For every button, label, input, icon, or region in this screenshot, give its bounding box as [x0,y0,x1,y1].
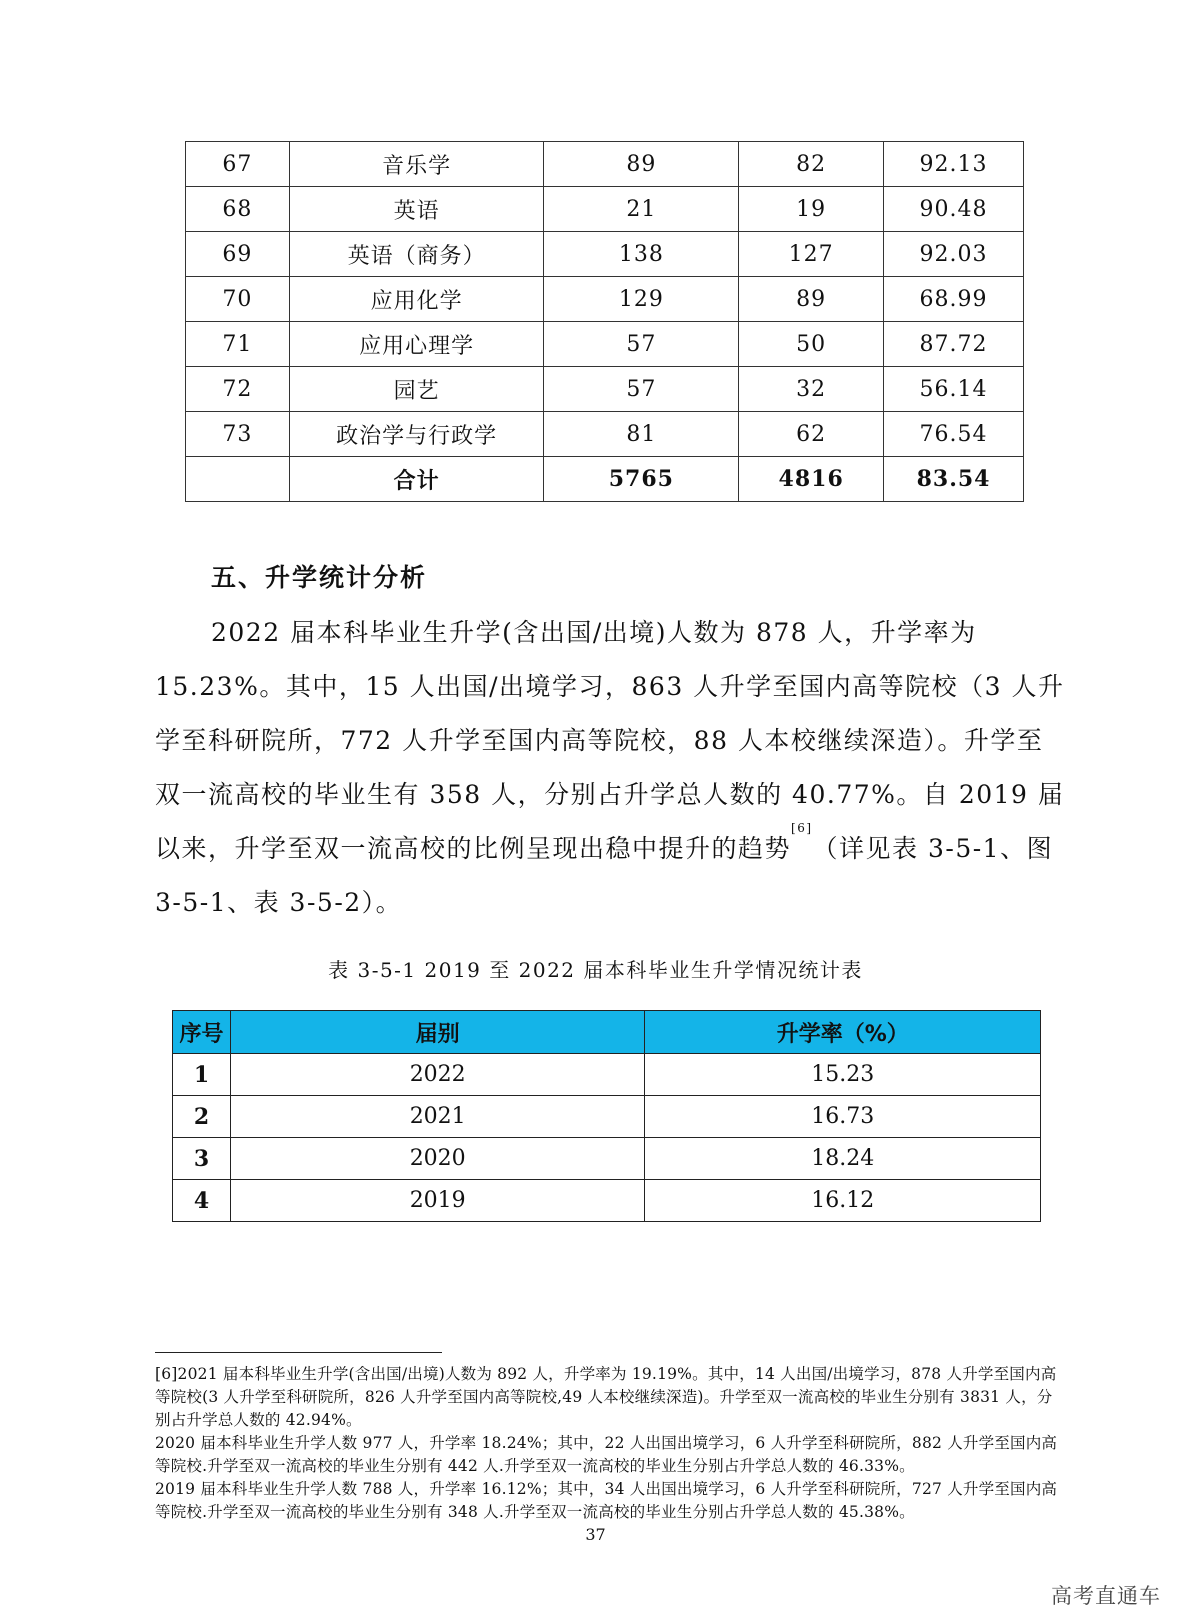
header-rate: 升学率（%） [645,1011,1041,1054]
cell-major: 英语（商务） [289,232,544,277]
cell-rate: 56.14 [884,367,1024,412]
cell-no: 70 [186,277,290,322]
cell-major: 应用心理学 [289,322,544,367]
cell-no: 71 [186,322,290,367]
cell-no: 2 [173,1096,231,1138]
cell-no: 1 [173,1054,231,1096]
cell-year: 2020 [230,1138,645,1180]
cell-major: 园艺 [289,367,544,412]
footnote-2021: [6]2021 届本科毕业生升学(含出国/出境)人数为 892 人，升学率为 19.19%。其中，14 人出国/出境学习，878 人升学至国内高等院校(3 人升学至科研院所，826 人升学至国内高等院校,49 人本校继续深造)。升学至双一流高校的毕业生分别有 3831 人，分别占升学总人数的 42.94%。 [155,1365,1057,1429]
total-total: 5765 [544,457,739,502]
cell-total: 81 [544,412,739,457]
page-number: 37 [585,1525,606,1544]
total-row [186,457,1024,502]
total-empty [186,457,290,502]
section-heading: 五、升学统计分析 [211,563,428,592]
cell-employed: 127 [739,232,884,277]
footnote-2020: 2020 届本科毕业生升学人数 977 人，升学率 18.24%；其中，22 人出国出境学习，6 人升学至科研院所，882 人升学至国内高等院校.升学至双一流高校的毕业生分别有 442 人.升学至双一流高校的毕业生分别占升学总人数的 46.33%。 [155,1434,1058,1475]
cell-rate: 15.23 [645,1054,1041,1096]
cell-year: 2022 [230,1054,645,1096]
body-paragraph [155,606,1067,930]
further-study-stats-table [172,1010,1041,1222]
cell-total: 129 [544,277,739,322]
footnote-block [155,1363,1060,1524]
cell-employed: 82 [739,142,884,187]
cell-major: 应用化学 [289,277,544,322]
cell-year: 2021 [230,1096,645,1138]
cell-employed: 89 [739,277,884,322]
cell-rate: 90.48 [884,187,1024,232]
table-row [186,367,1024,412]
major-employment-table [185,141,1024,502]
cell-rate: 87.72 [884,322,1024,367]
cell-no: 68 [186,187,290,232]
total-label: 合计 [289,457,544,502]
cell-employed: 19 [739,187,884,232]
cell-rate: 18.24 [645,1138,1041,1180]
cell-total: 21 [544,187,739,232]
table-row [186,187,1024,232]
cell-no: 72 [186,367,290,412]
table-header-row [173,1011,1041,1054]
cell-employed: 50 [739,322,884,367]
cell-rate: 76.54 [884,412,1024,457]
body-text-tail: （详见表 3-5-1、图 3-5-1、表 3-5-2）。 [155,834,1054,917]
table-caption: 表 3-5-1 2019 至 2022 届本科毕业生升学情况统计表 [328,958,863,982]
cell-major: 音乐学 [289,142,544,187]
cell-rate: 92.13 [884,142,1024,187]
table-row [186,277,1024,322]
cell-no: 69 [186,232,290,277]
watermark: 高考直通车 [1051,1584,1161,1608]
header-year: 届别 [230,1011,645,1054]
header-no: 序号 [173,1011,231,1054]
cell-year: 2019 [230,1180,645,1222]
total-employed: 4816 [739,457,884,502]
footnote-2019: 2019 届本科毕业生升学人数 788 人，升学率 16.12%；其中，34 人出国出境学习，6 人升学至科研院所，727 人升学至国内高等院校.升学至双一流高校的毕业生分别有 348 人.升学至双一流高校的毕业生分别占升学总人数的 45.38%。 [155,1480,1058,1521]
cell-no: 67 [186,142,290,187]
cell-total: 57 [544,322,739,367]
cell-no: 3 [173,1138,231,1180]
table-row [173,1138,1041,1180]
cell-rate: 16.73 [645,1096,1041,1138]
cell-major: 英语 [289,187,544,232]
footnote-reference[interactable]: [6] [791,821,813,835]
cell-no: 4 [173,1180,231,1222]
table-row [186,412,1024,457]
table-row [186,322,1024,367]
cell-employed: 32 [739,367,884,412]
table-row [173,1054,1041,1096]
table-row [173,1096,1041,1138]
table-row [186,232,1024,277]
cell-no: 73 [186,412,290,457]
cell-total: 57 [544,367,739,412]
table-row [186,142,1024,187]
cell-rate: 92.03 [884,232,1024,277]
cell-total: 89 [544,142,739,187]
cell-employed: 62 [739,412,884,457]
body-text: 2022 届本科毕业生升学(含出国/出境)人数为 878 人，升学率为 15.23%。其中，15 人出国/出境学习，863 人升学至国内高等院校（3 人升学至科研院所，772 人升学至国内高等院校，88 人本校继续深造）。升学至双一流高校的毕业生有 358 人，分别占升学总人数的 40.77%。自 2019 届以来，升学至双一流高校的比例呈现出稳中提升的趋势 [155,618,1065,863]
cell-total: 138 [544,232,739,277]
cell-rate: 68.99 [884,277,1024,322]
cell-rate: 16.12 [645,1180,1041,1222]
table-row [173,1180,1041,1222]
cell-major: 政治学与行政学 [289,412,544,457]
total-rate: 83.54 [884,457,1024,502]
footnote-divider [155,1352,442,1353]
